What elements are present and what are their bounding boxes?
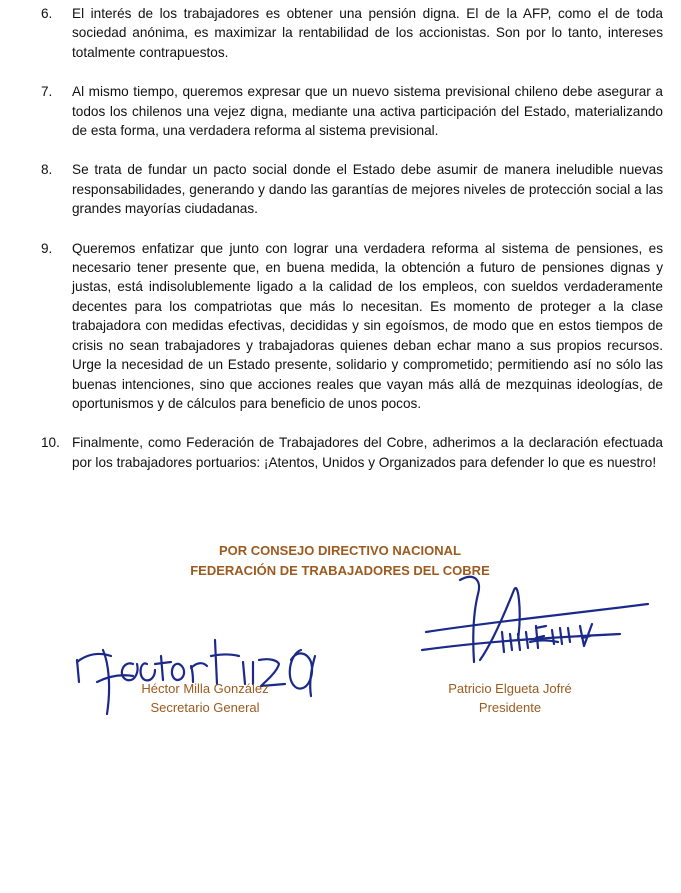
signature-right bbox=[420, 550, 660, 690]
item-text: El interés de los trabajadores es obtener una pensión digna. El de la AFP, como el de toda sociedad anónima, es maximizar la rentabilidad de los accionistas. Son por lo tanto, intereses totalmente contrapuestos. bbox=[72, 6, 663, 60]
signer-name: Héctor Milla González bbox=[141, 681, 269, 696]
item-number: 8. bbox=[41, 162, 53, 178]
list-item bbox=[41, 160, 663, 218]
list-item bbox=[41, 433, 663, 472]
signature-header-line2: FEDERACIÓN DE TRABAJADORES DEL COBRE bbox=[190, 563, 490, 578]
item-text: Al mismo tiempo, queremos expresar que un nuevo sistema previsional chileno debe asegurar a todos los chilenos una vejez digna, mediante una activa participación del Estado, materializando de esta forma, una verdadera reforma al sistema previsional. bbox=[72, 84, 663, 139]
signer-role: Presidente bbox=[478, 700, 542, 715]
item-number: 9. bbox=[41, 240, 53, 256]
signer-left bbox=[110, 679, 300, 717]
list-item bbox=[41, 239, 663, 414]
signer-name: Patricio Elgueta Jofré bbox=[448, 681, 572, 696]
signer-right bbox=[420, 679, 600, 717]
item-text: Finalmente, como Federación de Trabajadores del Cobre, adherimos a la declaración efectuada por los trabajadores portuarios: ¡Atentos, Unidos y Organizados para defender lo que es nuestro! bbox=[72, 435, 663, 470]
numbered-list bbox=[41, 4, 663, 492]
signature-header-line1: POR CONSEJO DIRECTIVO NACIONAL bbox=[219, 543, 461, 558]
item-number: 7. bbox=[41, 84, 53, 100]
item-number: 10. bbox=[41, 435, 60, 451]
list-item bbox=[41, 4, 663, 62]
item-text: Queremos enfatizar que junto con lograr una verdadera reforma al sistema de pensiones, es necesario tener presente que, en buena medida, la obtención a futuro de pensiones dignas y justas, está indisolublemente ligado a la calidad de los empleos, con sueldos verdaderamente decentes para los compatriotas que más lo necesitan. Es momento de proteger a la clase trabajadora con medidas efectivas, decididas y sin egoísmos, de modo que en estos tiempos de crisis no sean trabajadores y trabajadoras quienes deban echar mano a sus propios recursos. Urge la necesidad de un Estado presente, solidario y comprometido; permitiendo así no sólo las buenas intenciones, sino que acciones reales que vayan más allá de mezquinas ideologías, de oportunismos y de cálculos para beneficio de unos pocos. bbox=[72, 240, 663, 411]
item-number: 6. bbox=[41, 6, 53, 21]
signer-role: Secretario General bbox=[150, 700, 260, 715]
list-item bbox=[41, 82, 663, 140]
item-text: Se trata de fundar un pacto social donde el Estado debe asumir de manera ineludible nuevas responsabilidades, generando y dando las garantías de mejores niveles de protección social a las grandes mayorías ciudadanas. bbox=[72, 162, 663, 217]
